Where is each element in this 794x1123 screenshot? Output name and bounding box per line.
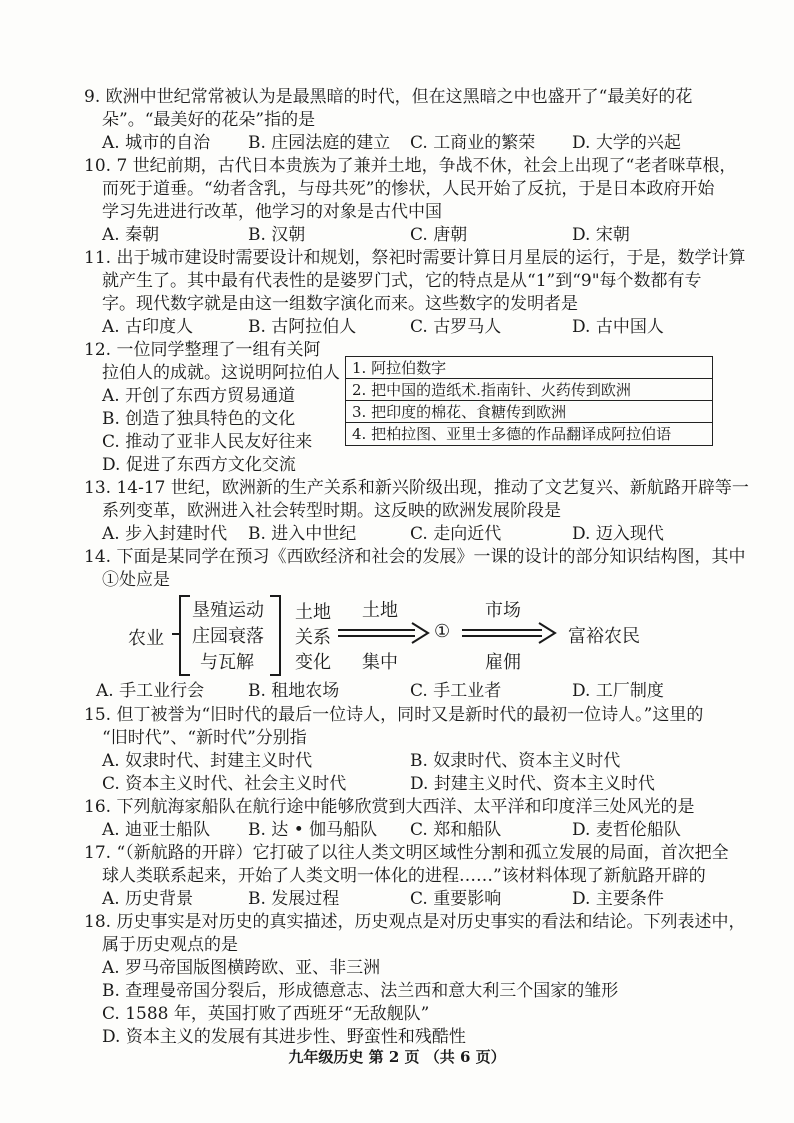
diagram-change: 变化 bbox=[295, 652, 331, 673]
q9-option-b: B. 庄园法庭的建立 bbox=[248, 133, 391, 153]
q11-option-c: C. 古罗马人 bbox=[410, 317, 502, 337]
q16-stem-line1: 16. 下列航海家船队在航行途中能够欣赏到大西洋、太平洋和印度洋三处风光的是 bbox=[84, 797, 695, 817]
q12-option-b: B. 创造了独具特色的文化 bbox=[102, 409, 296, 429]
q18-option-c: C. 1588 年，英国打败了西班牙“无敌舰队” bbox=[102, 1004, 430, 1024]
q14-knowledge-diagram bbox=[0, 590, 794, 680]
q14-option-c: C. 手工业者 bbox=[410, 681, 502, 701]
q11-option-b: B. 古阿拉伯人 bbox=[248, 317, 357, 337]
table-row: 2. 把中国的造纸术.指南针、火药传到欧洲 bbox=[346, 379, 712, 401]
diagram-arrow1-top: 土地 bbox=[362, 600, 398, 621]
q14-option-d: D. 工厂制度 bbox=[572, 681, 664, 701]
q15-option-c: C. 资本主义时代、社会主义时代 bbox=[102, 774, 347, 794]
q11-stem-line2: 就产生了。其中最有代表性的是婆罗门式，它的特点是从“1”到“9"每个数都有专 bbox=[102, 271, 702, 291]
q15-stem-line2: “旧时代”、“新时代”分别指 bbox=[102, 728, 307, 748]
q18-option-a: A. 罗马帝国版图横跨欧、亚、非三洲 bbox=[102, 958, 381, 978]
q9-option-d: D. 大学的兴起 bbox=[572, 133, 681, 153]
q18-stem-line1: 18. 历史事实是对历史的真实描述，历史观点是对历史事实的看法和结论。下列表述中， bbox=[84, 912, 746, 932]
q13-stem-line1: 13. 14-17 世纪，欧洲新的生产关系和新兴阶级出现，推动了文艺复兴、新航路开辟等一 bbox=[84, 478, 749, 498]
diagram-arrow2-top: 市场 bbox=[485, 600, 521, 621]
q17-option-d: D. 主要条件 bbox=[572, 889, 664, 909]
q10-option-a: A. 秦朝 bbox=[102, 225, 160, 245]
q16-option-b: B. 达 • 伽马船队 bbox=[248, 820, 378, 840]
q10-stem-line1: 10. 7 世纪前期，古代日本贵族为了兼并土地，争战不休，社会上出现了“老者咪草根， bbox=[84, 156, 737, 176]
diagram-branch-manor-decline: 庄园衰落 bbox=[192, 626, 264, 647]
q17-option-c: C. 重要影响 bbox=[410, 889, 502, 909]
q13-option-b: B. 进入中世纪 bbox=[248, 524, 357, 544]
table-row: 1. 阿拉伯数字 bbox=[346, 357, 712, 379]
q10-option-b: B. 汉朝 bbox=[248, 225, 306, 245]
q12-option-a: A. 开创了东西方贸易通道 bbox=[102, 386, 296, 406]
q15-option-a: A. 奴隶时代、封建主义时代 bbox=[102, 751, 313, 771]
q9-stem-line1: 9. 欧洲中世纪常常被认为是最黑暗的时代，但在这黑暗之中也盛开了“最美好的花 bbox=[84, 87, 693, 107]
q12-achievement-table bbox=[345, 356, 713, 446]
q12-stem-line2: 拉伯人的成就。这说明阿拉伯人 bbox=[102, 363, 340, 383]
q12-stem-line1: 12. 一位同学整理了一组有关阿 bbox=[84, 340, 321, 360]
q14-option-a: A. 手工业行会 bbox=[96, 681, 205, 701]
q9-option-a: A. 城市的自治 bbox=[102, 133, 211, 153]
diagram-branch-reclamation: 垦殖运动 bbox=[192, 600, 264, 621]
diagram-blank-circle: ① bbox=[434, 621, 451, 642]
page-footer: 九年级历史 第 2 页 （共 6 页） bbox=[288, 1048, 506, 1066]
q11-stem-line3: 字。现代数字就是由这一组数字演化而来。这些数字的发明者是 bbox=[102, 294, 578, 314]
q13-option-a: A. 步入封建时代 bbox=[102, 524, 228, 544]
q12-option-d: D. 促进了东西方文化交流 bbox=[102, 455, 296, 475]
q15-option-d: D. 封建主义时代、资本主义时代 bbox=[410, 774, 655, 794]
q17-option-a: A. 历史背景 bbox=[102, 889, 194, 909]
table-row: 3. 把印度的棉花、食糖传到欧洲 bbox=[346, 401, 712, 423]
q17-option-b: B. 发展过程 bbox=[248, 889, 340, 909]
q18-stem-line2: 属于历史观点的是 bbox=[102, 935, 238, 955]
q9-option-c: C. 工商业的繁荣 bbox=[410, 133, 536, 153]
table-row: 4. 把柏拉图、亚里士多德的作品翻译成阿拉伯语 bbox=[352, 425, 672, 443]
q11-option-d: D. 古中国人 bbox=[572, 317, 664, 337]
q14-stem-line1: 14. 下面是某同学在预习《西欧经济和社会的发展》一课的设计的部分知识结构图，其中 bbox=[84, 547, 746, 567]
q11-option-a: A. 古印度人 bbox=[102, 317, 194, 337]
diagram-branch-collapse: 与瓦解 bbox=[200, 652, 254, 673]
q16-option-a: A. 迪亚士船队 bbox=[102, 820, 211, 840]
q17-stem-line1: 17. “（新航路的开辟）它打破了以往人类文明区域性分割和孤立发展的局面，首次把全 bbox=[84, 843, 729, 863]
q14-option-b: B. 租地农场 bbox=[248, 681, 340, 701]
q16-option-d: D. 麦哲伦船队 bbox=[572, 820, 681, 840]
q13-option-c: C. 走向近代 bbox=[410, 524, 502, 544]
q18-option-d: D. 资本主义的发展有其进步性、野蛮性和残酷性 bbox=[102, 1027, 466, 1047]
q17-stem-line2: 球人类联系起来，开始了人类文明一体化的进程……”该材料体现了新航路开辟的 bbox=[102, 866, 706, 886]
q13-option-d: D. 迈入现代 bbox=[572, 524, 664, 544]
q10-stem-line2: 而死于道垂。“幼者含乳，与母共死”的惨状，人民开始了反抗，于是日本政府开始 bbox=[102, 179, 715, 199]
q14-stem-line2: ①处应是 bbox=[102, 570, 170, 590]
q10-option-c: C. 唐朝 bbox=[410, 225, 468, 245]
diagram-rich-farmer: 富裕农民 bbox=[568, 626, 640, 647]
q16-option-c: C. 郑和船队 bbox=[410, 820, 502, 840]
diagram-arrow1-bottom: 集中 bbox=[362, 652, 398, 673]
q9-stem-line2: 朵”。“最美好的花朵”指的是 bbox=[102, 110, 316, 130]
q11-stem-line1: 11. 出于城市建设时需要设计和规划，祭祀时需要计算日月星辰的运行，于是，数学计算 bbox=[84, 248, 746, 268]
diagram-land: 土地 bbox=[295, 602, 331, 623]
q10-option-d: D. 宋朝 bbox=[572, 225, 630, 245]
q18-option-b: B. 查理曼帝国分裂后，形成德意志、法兰西和意大利三个国家的雏形 bbox=[102, 981, 619, 1001]
diagram-agriculture: 农业 bbox=[128, 628, 164, 649]
q15-stem-line1: 15. 但丁被誉为“旧时代的最后一位诗人，同时又是新时代的最初一位诗人。”这里的 bbox=[84, 705, 704, 725]
diagram-relation: 关系 bbox=[295, 627, 331, 648]
q10-stem-line3: 学习先进进行改革，他学习的对象是古代中国 bbox=[102, 202, 442, 222]
q13-stem-line2: 系列变革，欧洲进入社会转型时期。这反映的欧洲发展阶段是 bbox=[102, 501, 561, 521]
diagram-arrow2-bottom: 雇佣 bbox=[485, 652, 521, 673]
q15-option-b: B. 奴隶时代、资本主义时代 bbox=[410, 751, 621, 771]
q12-option-c: C. 推动了亚非人民友好往来 bbox=[102, 432, 313, 452]
